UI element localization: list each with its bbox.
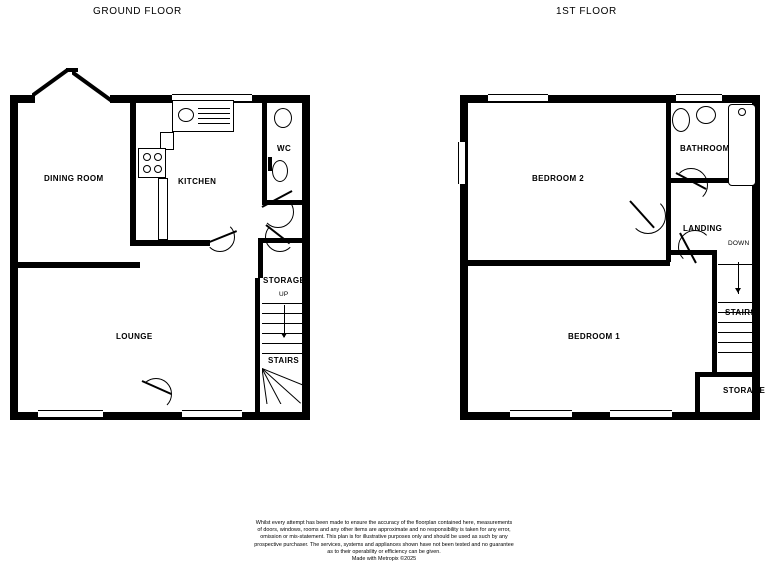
bathroom-basin [696, 106, 716, 124]
ff-wall-stairs-left [712, 252, 717, 372]
ground-floor-plan [0, 0, 400, 470]
ff-window-bed2-side [458, 142, 466, 184]
bathroom-bath [728, 104, 756, 186]
gf-wall-wc-left [262, 95, 267, 205]
gf-wall-left [10, 95, 18, 420]
gf-room-label-dining: DINING ROOM [44, 174, 104, 183]
disclaimer-line-2: of doors, windows, rooms and any other items are approximate and no responsibility is taken for any error, [257, 527, 511, 534]
gf-window-front-left [38, 410, 103, 418]
ff-wall-bed2-bed1 [460, 260, 670, 266]
ff-wall-landing-top-divider [671, 250, 717, 255]
ff-wall-bathroom-left [666, 103, 671, 181]
kitchen-hob [138, 148, 166, 178]
gf-wall-hall-lounge [10, 262, 140, 268]
gf-bay-diagonal-left [32, 68, 72, 100]
disclaimer-line-3: omission or mis-statement. This plan is for illustrative purposes only and should be used as such by any [260, 534, 508, 541]
gf-wall-stairs-left [255, 278, 260, 412]
ff-stairs-down-arrow-head [735, 288, 741, 293]
wc-toilet [272, 160, 288, 182]
ff-room-label-storage: STORAGE [723, 386, 766, 395]
gf-room-label-stairs: STAIRS [268, 356, 300, 365]
wc-cistern [268, 157, 272, 171]
first-floor-plan [440, 0, 768, 470]
ff-wall-storage-left [695, 372, 700, 417]
ff-room-label-bedroom1: BEDROOM 1 [568, 332, 621, 341]
gf-stairs-up-arrow-head [281, 333, 287, 338]
hob-ring-4 [154, 165, 162, 173]
ff-room-label-landing: LANDING [683, 224, 723, 233]
gf-wall-dining-kitchen [130, 95, 136, 245]
gf-bay-top [66, 68, 78, 72]
gf-wall-storage-left [258, 238, 263, 278]
disclaimer-line-1: Whilst every attempt has been made to ensure the accuracy of the floorplan contained here, measurements [255, 520, 513, 526]
kitchen-sink-bowl [178, 108, 194, 122]
hob-ring-2 [154, 153, 162, 161]
gf-wall-kitchen-hall [130, 240, 210, 246]
ff-annotation-down: DOWN [728, 240, 750, 247]
ff-room-label-bathroom: BATHROOM [680, 144, 730, 153]
gf-bay-diagonal-right [72, 68, 116, 102]
ff-room-label-stairs: STAIRS [725, 308, 757, 317]
disclaimer-block [0, 520, 768, 563]
ff-window-bed1-bottom-2 [610, 410, 672, 418]
gf-room-label-lounge: LOUNGE [116, 332, 153, 341]
ff-window-bed1-bottom [510, 410, 572, 418]
bathroom-toilet [672, 108, 690, 132]
gf-stairs-winder [262, 368, 308, 404]
ground-floor-title: GROUND FLOOR [93, 6, 182, 17]
first-floor-title: 1ST FLOOR [556, 6, 617, 17]
gf-annotation-up: UP [279, 291, 289, 298]
wc-basin [274, 108, 292, 128]
kitchen-base-unit [158, 178, 168, 240]
ff-window-bed2-top [488, 94, 548, 102]
disclaimer-line-5: as to their operability or efficiency can be given. [327, 548, 441, 555]
ff-wall-storage-top [695, 372, 760, 377]
gf-room-label-kitchen: KITCHEN [178, 177, 217, 186]
bathroom-bath-tap [738, 108, 746, 116]
gf-room-label-wc: WC [277, 144, 292, 153]
gf-room-label-storage: STORAGE [263, 276, 306, 285]
disclaimer-line-4: prospective purchaser. The services, systems and appliances shown have not been tested and no guarantee [254, 541, 514, 548]
ff-room-label-bedroom2: BEDROOM 2 [532, 174, 585, 183]
gf-window-front-right [182, 410, 242, 418]
ff-window-bathroom-top [676, 94, 722, 102]
hob-ring-1 [143, 153, 151, 161]
disclaimer-line-6: Made with Metropix ©2025 [351, 556, 417, 563]
bed2-door-arc[interactable] [630, 198, 666, 234]
hob-ring-3 [143, 165, 151, 173]
kitchen-drainer-lines [198, 104, 230, 128]
